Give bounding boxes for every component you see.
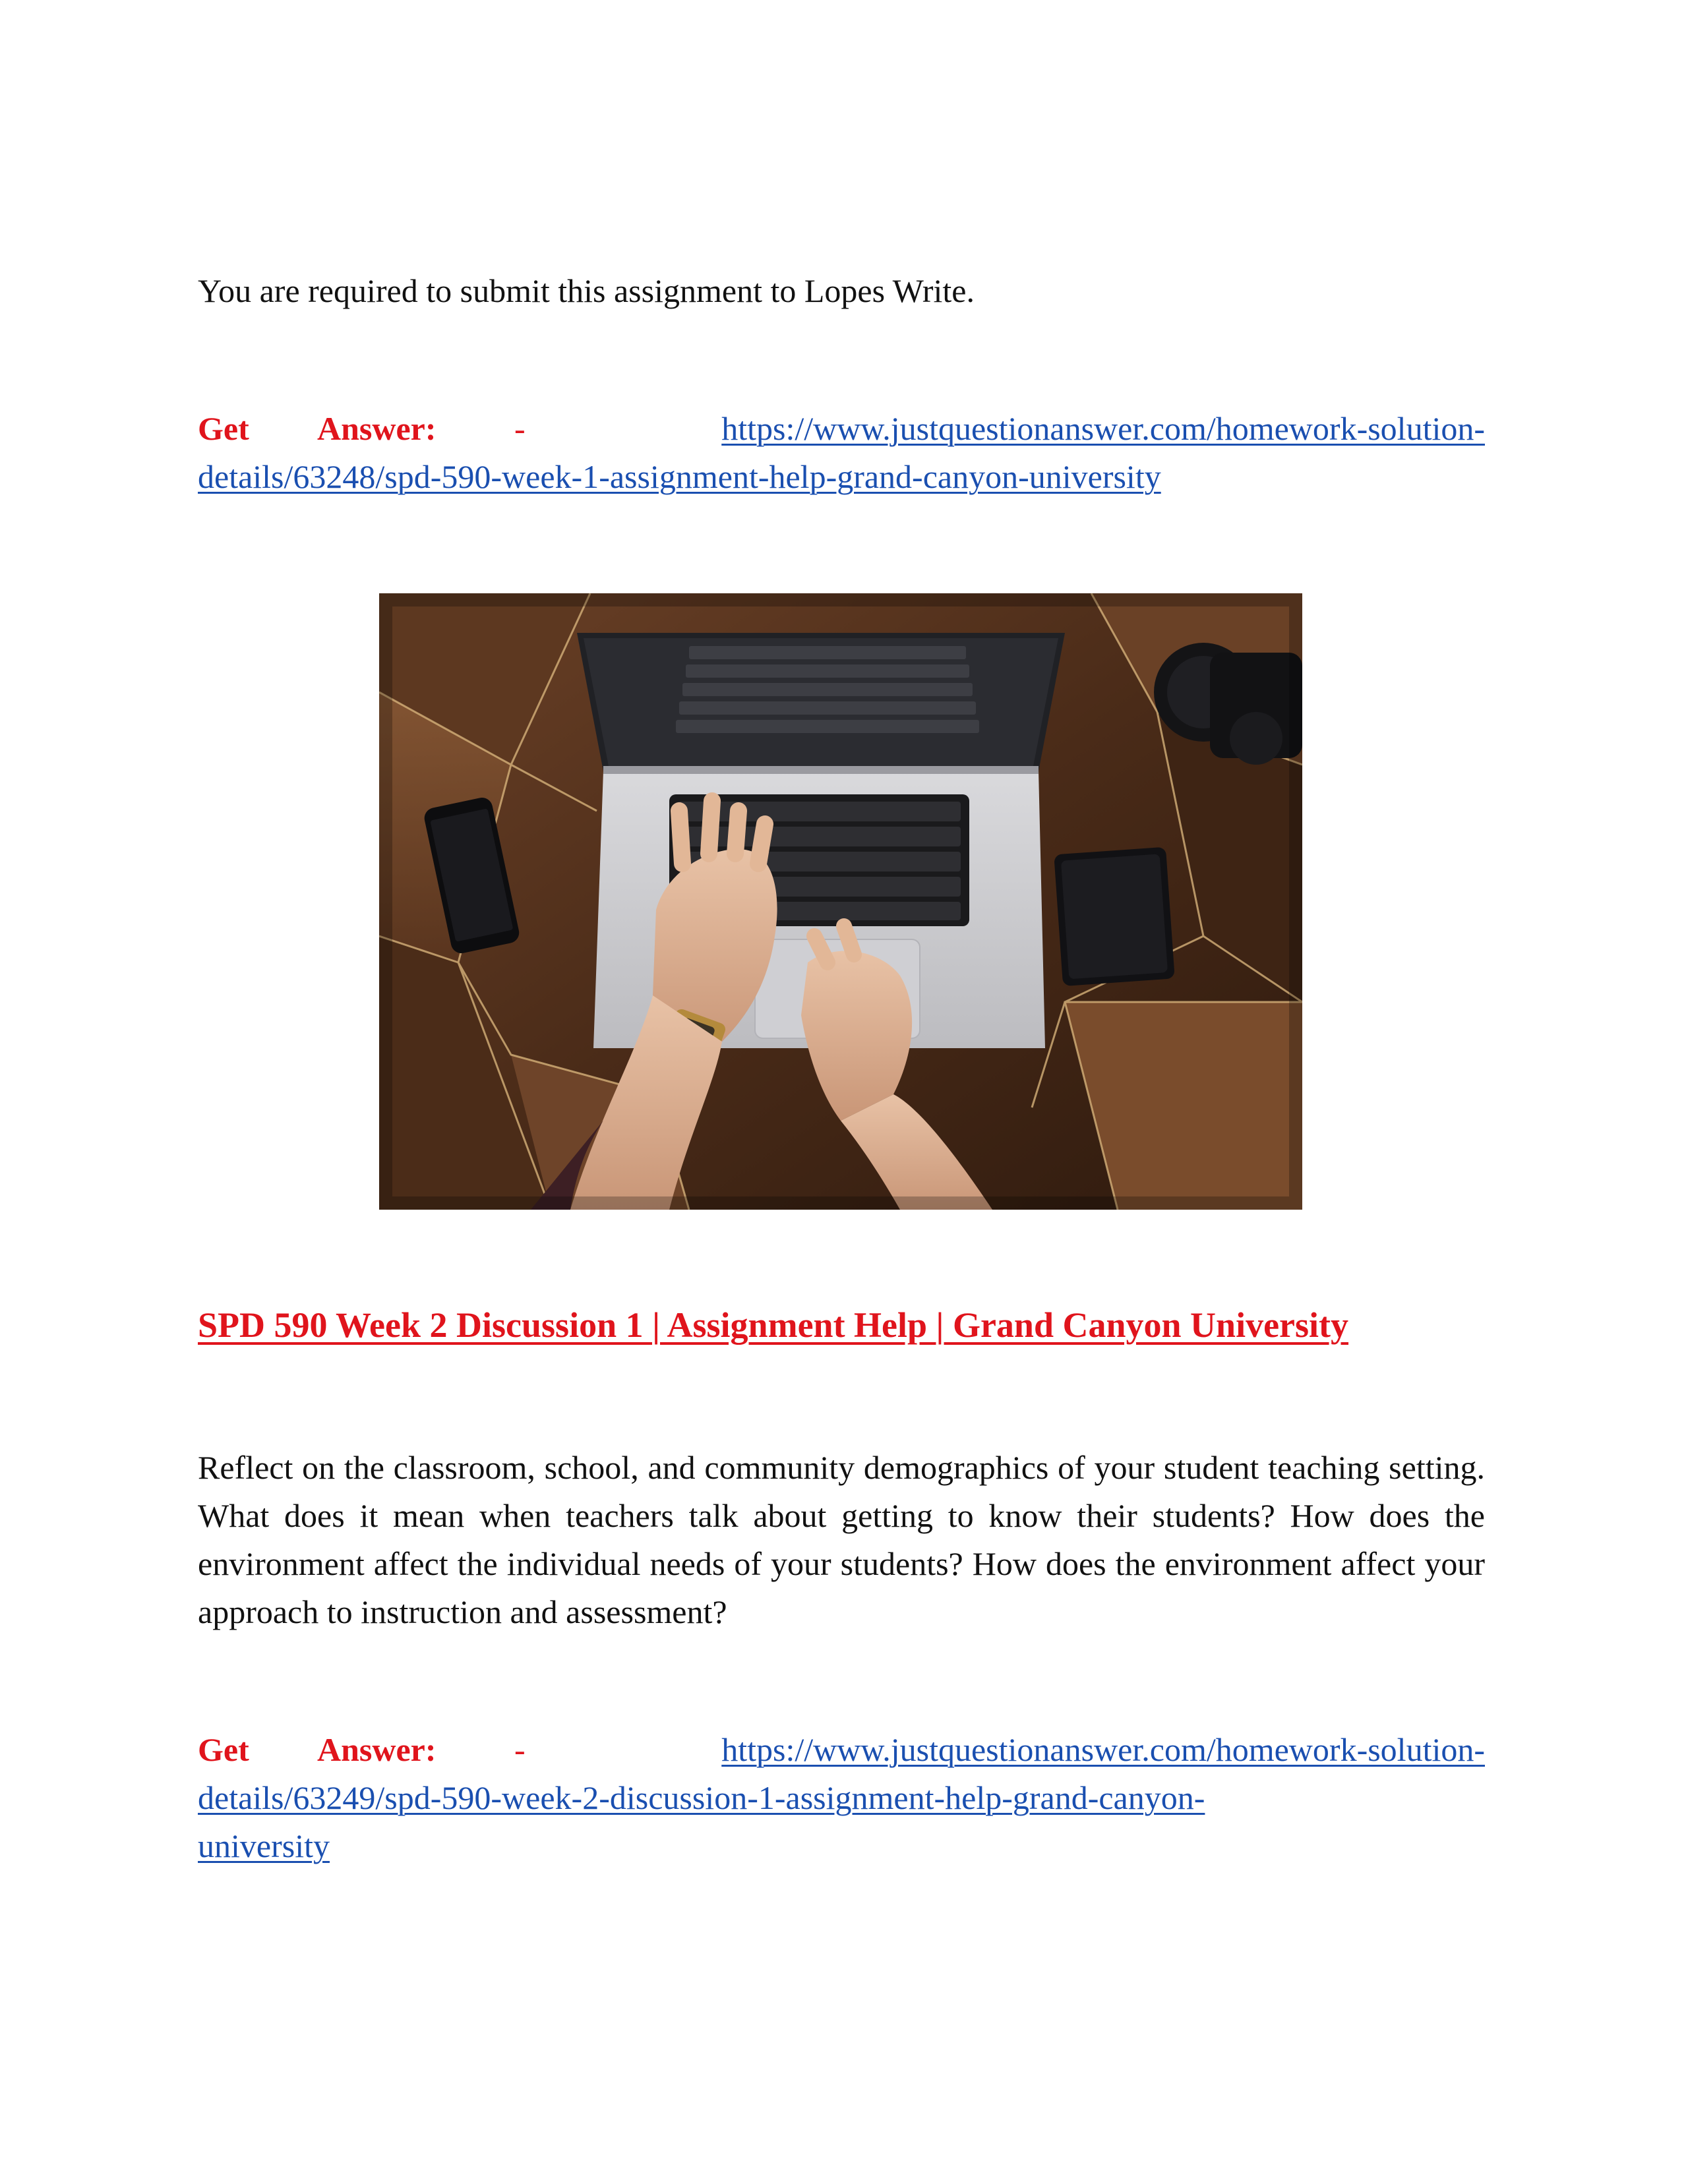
dash-separator: - [514,1731,526,1768]
dash-separator: - [514,410,526,447]
answer-link-2-part-3-line [198,1822,1485,1870]
answer-link-2-part-2[interactable]: details/63249/spd-590-week-2-discussion-1-assignment-help-grand-canyon- [198,1779,1205,1816]
answer-link-1-part-1[interactable]: https://www.justquestionanswer.com/homework-solution- [721,410,1485,447]
answer-link-2-part-1[interactable]: https://www.justquestionanswer.com/homework-solution- [721,1731,1485,1768]
get-label: Get [198,1731,249,1768]
answer-link-1-part-2-line [198,453,1485,501]
answer-link-1-part-2[interactable]: details/63248/spd-590-week-1-assignment-help-grand-canyon-university [198,458,1161,495]
get-label: Get [198,410,249,447]
answer-label: Answer: [317,410,437,447]
intro-text: You are required to submit this assignment to Lopes Write. [198,272,975,309]
get-answer-line-1 [198,405,1485,453]
answer-label: Answer: [317,1731,437,1768]
get-answer-line-2 [198,1726,1485,1774]
laptop-desk-photo [379,593,1302,1210]
discussion-prompt-text: Reflect on the classroom, school, and community demographics of your student teaching setting. What does it mean when teachers talk about getting to know their students? How does the environment affect the individual needs of your students? How does the environment affect your approach to instruction and assessment? [198,1449,1485,1630]
answer-link-2-part-3[interactable]: university [198,1827,330,1864]
answer-link-2-part-2-line [198,1774,1485,1822]
discussion-heading[interactable]: SPD 590 Week 2 Discussion 1 | Assignment Help | Grand Canyon University [198,1305,1349,1345]
